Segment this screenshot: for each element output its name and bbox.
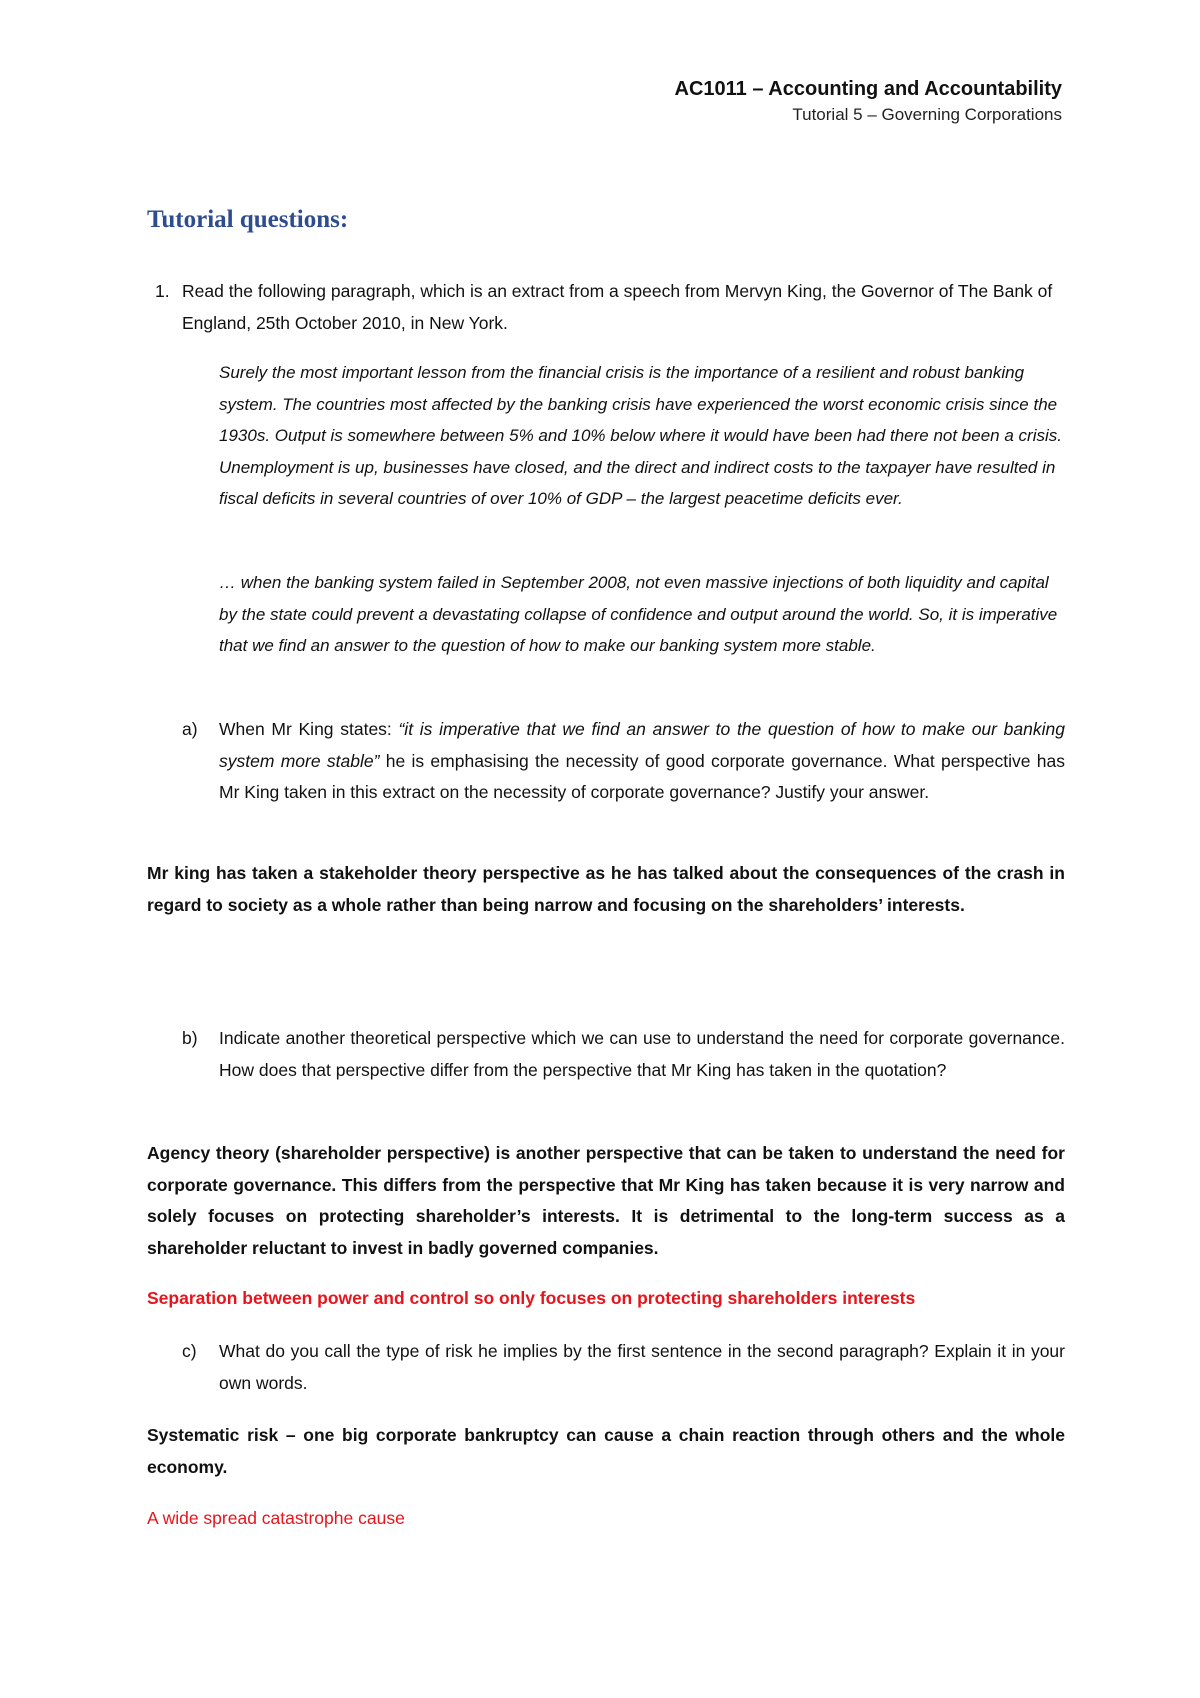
question-1-text: Read the following paragraph, which is an extract from a speech from Mervyn King, the Governor of The Bank of England, 25th October 2010, in New York. <box>182 281 1053 333</box>
part-a-label: a) <box>182 719 198 739</box>
part-a-rest: he is emphasising the necessity of good corporate governance. What perspective has Mr King taken in this extract on the necessity of corporate governance? Justify your answer. <box>219 750 1065 802</box>
part-b-label: b) <box>182 1028 198 1048</box>
part-b-body: Indicate another theoretical perspective which we can use to understand the need for corporate governance. How does that perspective differ from the perspective that Mr King has taken in the quotation? <box>219 1028 1065 1080</box>
question-number: 1. <box>155 281 170 301</box>
part-c-answer: Systematic risk – one big corporate bankruptcy can cause a chain reaction through others and the whole economy. <box>147 1425 1065 1477</box>
part-a-lead: When Mr King states: <box>219 719 399 739</box>
question-1 <box>147 275 1065 339</box>
part-a-quoted: “it is imperative that we find an answer to the question of how to make our banking system more stable” <box>219 719 1065 771</box>
part-c-note: A wide spread catastrophe cause <box>147 1508 405 1528</box>
course-title: AC1011 – Accounting and Accountability <box>674 78 1062 100</box>
part-c-question <box>182 1336 1065 1399</box>
quote-paragraph-2: … when the banking system failed in September 2008, not even massive injections of both liquidity and capital by the state could prevent a devastating collapse of confidence and output around the world. So, it is imperative that we find an answer to the question of how to make our banking system more stable. <box>219 573 1058 656</box>
part-c-label: c) <box>182 1341 197 1361</box>
quote-paragraph-1: Surely the most important lesson from the financial crisis is the importance of a resilient and robust banking system. The countries most affected by the banking crisis have experienced the worst economic crisis since the 1930s. Output is somewhere between 5% and 10% below where it would have been had there not been a crisis. Unemployment is up, businesses have closed, and the direct and indirect costs to the taxpayer have resulted in fiscal deficits in several countries of over 10% of GDP – the largest peacetime deficits ever. <box>219 363 1062 509</box>
part-c-body: What do you call the type of risk he implies by the first sentence in the second paragraph? Explain it in your own words. <box>219 1341 1065 1393</box>
part-b-question <box>182 1023 1065 1086</box>
part-a-answer: Mr king has taken a stakeholder theory perspective as he has talked about the consequences of the crash in regard to society as a whole rather than being narrow and focusing on the shareholders’ interests. <box>147 863 1065 915</box>
part-a-body <box>219 714 1065 809</box>
part-b-answer: Agency theory (shareholder perspective) is another perspective that can be taken to understand the need for corporate governance. This differs from the perspective that Mr King has taken because it is very narrow and solely focuses on protecting shareholder’s interests. It is detrimental to the long-term success as a shareholder reluctant to invest in badly governed companies. <box>147 1143 1065 1258</box>
section-heading: Tutorial questions: <box>147 206 349 233</box>
page-header <box>675 76 1062 128</box>
part-b-note: Separation between power and control so only focuses on protecting shareholders interests <box>147 1288 916 1308</box>
tutorial-subtitle: Tutorial 5 – Governing Corporations <box>792 105 1062 124</box>
part-a-question <box>182 714 1065 809</box>
